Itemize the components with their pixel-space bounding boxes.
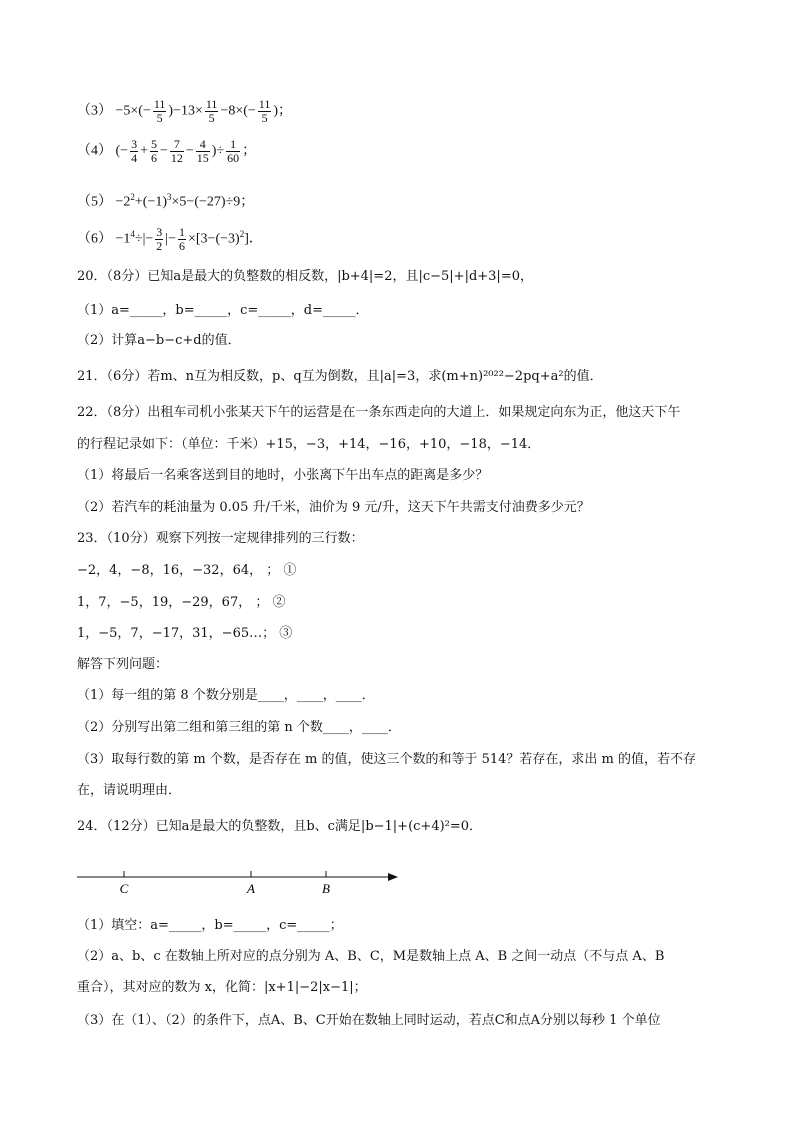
q19-p6-label: （6） (77, 231, 112, 247)
q24-part1: （1）填空：a=_____，b=_____，c=_____； (77, 918, 343, 933)
q22-part2: （2）若汽车的耗油量为 0.05 升/千米，油价为 9 元/升，这天下午共需支付油费多少元？ (77, 500, 590, 515)
q19-p4-label: （4） (77, 143, 112, 159)
q21-stem: 21．（6分）若m、n互为相反数，p、q互为倒数，且|a|=3，求(m+n)²⁰²²−2pq+a²的值． (77, 369, 603, 384)
q19-p5-label: （5） (77, 194, 112, 210)
q24-stem: 24．（12分）已知a是最大的负整数，且b、c满足|b−1|+(c+4)²=0． (77, 819, 483, 834)
q23-row3: 1，−5，7，−17，31，−65…； ③ (77, 626, 293, 641)
q23-row1: −2，4，−8，16，−32，64， ； ① (77, 563, 297, 578)
q20-stem: 20．（8分）已知a是最大的负整数的相反数，|b+4|=2，且|c−5|+|d+3|=0， (77, 269, 533, 284)
q23-part3-line1: （3）取每行数的第 m 个数，是否存在 m 的值，使这三个数的和等于 514？若存在，求出 m 的值，若不存 (77, 752, 696, 767)
q23-part1: （1）每一组的第 8 个数分别是____，____，____． (77, 688, 375, 703)
q19-part6: $(6) -1^4\div|-$ $\frac{3}{2}$ |− $\frac{1}{6}$ $\times[3-(-3)^2]$． (77, 224, 263, 253)
q19-part4: （4） (− $\frac{3}{4}$ + $\frac{5}{6}$ − $\frac{7}{12}$ − $\frac{4}{15}$ )÷ $\frac{1}{60}$ ； (77, 137, 257, 165)
q19-part5: $(5) -2^2+(-1)^3\times 5-(-27)\div 9$； (77, 192, 255, 210)
q20-part1: （1）a=_____，b=_____，c=_____，d=_____． (77, 303, 369, 318)
q24-part3: （3）在（1）、（2）的条件下，点A、B、C开始在数轴上同时运动，若点C和点A分别以每秒 1 个单位 (77, 1013, 661, 1028)
q22-part1: （1）将最后一名乘客送到目的地时，小张离下午出车点的距离是多少？ (77, 468, 489, 483)
arrow-head-icon (388, 873, 398, 881)
q19-part3: （3） −5×(− $\frac{11}{5}$ )−13× $\frac{11}{5}$ −8×(− $\frac{11}{5}$ )； (77, 97, 293, 125)
label-b: B (322, 881, 330, 896)
q19-p3-label: （3） (77, 103, 112, 119)
q24-part2-line2: 重合），其对应的数为 x，化简：|x+1|−2|x−1|； (77, 980, 367, 995)
q23-row2: 1，7，−5，19，−29，67， ； ② (77, 595, 286, 610)
q22-stem-line1: 22．（8分）出租车司机小张某天下午的运营是在一条东西走向的大道上．如果规定向东为正，他这天下午 (77, 405, 681, 420)
label-a: A (247, 881, 255, 896)
label-c: C (119, 881, 129, 896)
q24-part2-line1: （2）a、b、c 在数轴上所对应的点分别为 A、B、C，M是数轴上点 A、B 之间一动点（不与点 A、B (77, 949, 665, 964)
q20-part2: （2）计算a−b−c+d的值． (77, 333, 241, 348)
q23-stem: 23．（10分）观察下列按一定规律排列的三行数： (77, 531, 364, 546)
q23-part2: （2）分别写出第二组和第三组的第 n 个数____，____． (77, 720, 401, 735)
q23-ask: 解答下列问题： (77, 657, 169, 672)
q23-part3-line2: 在，请说明理由． (77, 783, 182, 798)
q22-stem-line2: 的行程记录如下：（单位：千米）+15，−3，+14，−16，+10，−18，−14． (77, 437, 541, 452)
